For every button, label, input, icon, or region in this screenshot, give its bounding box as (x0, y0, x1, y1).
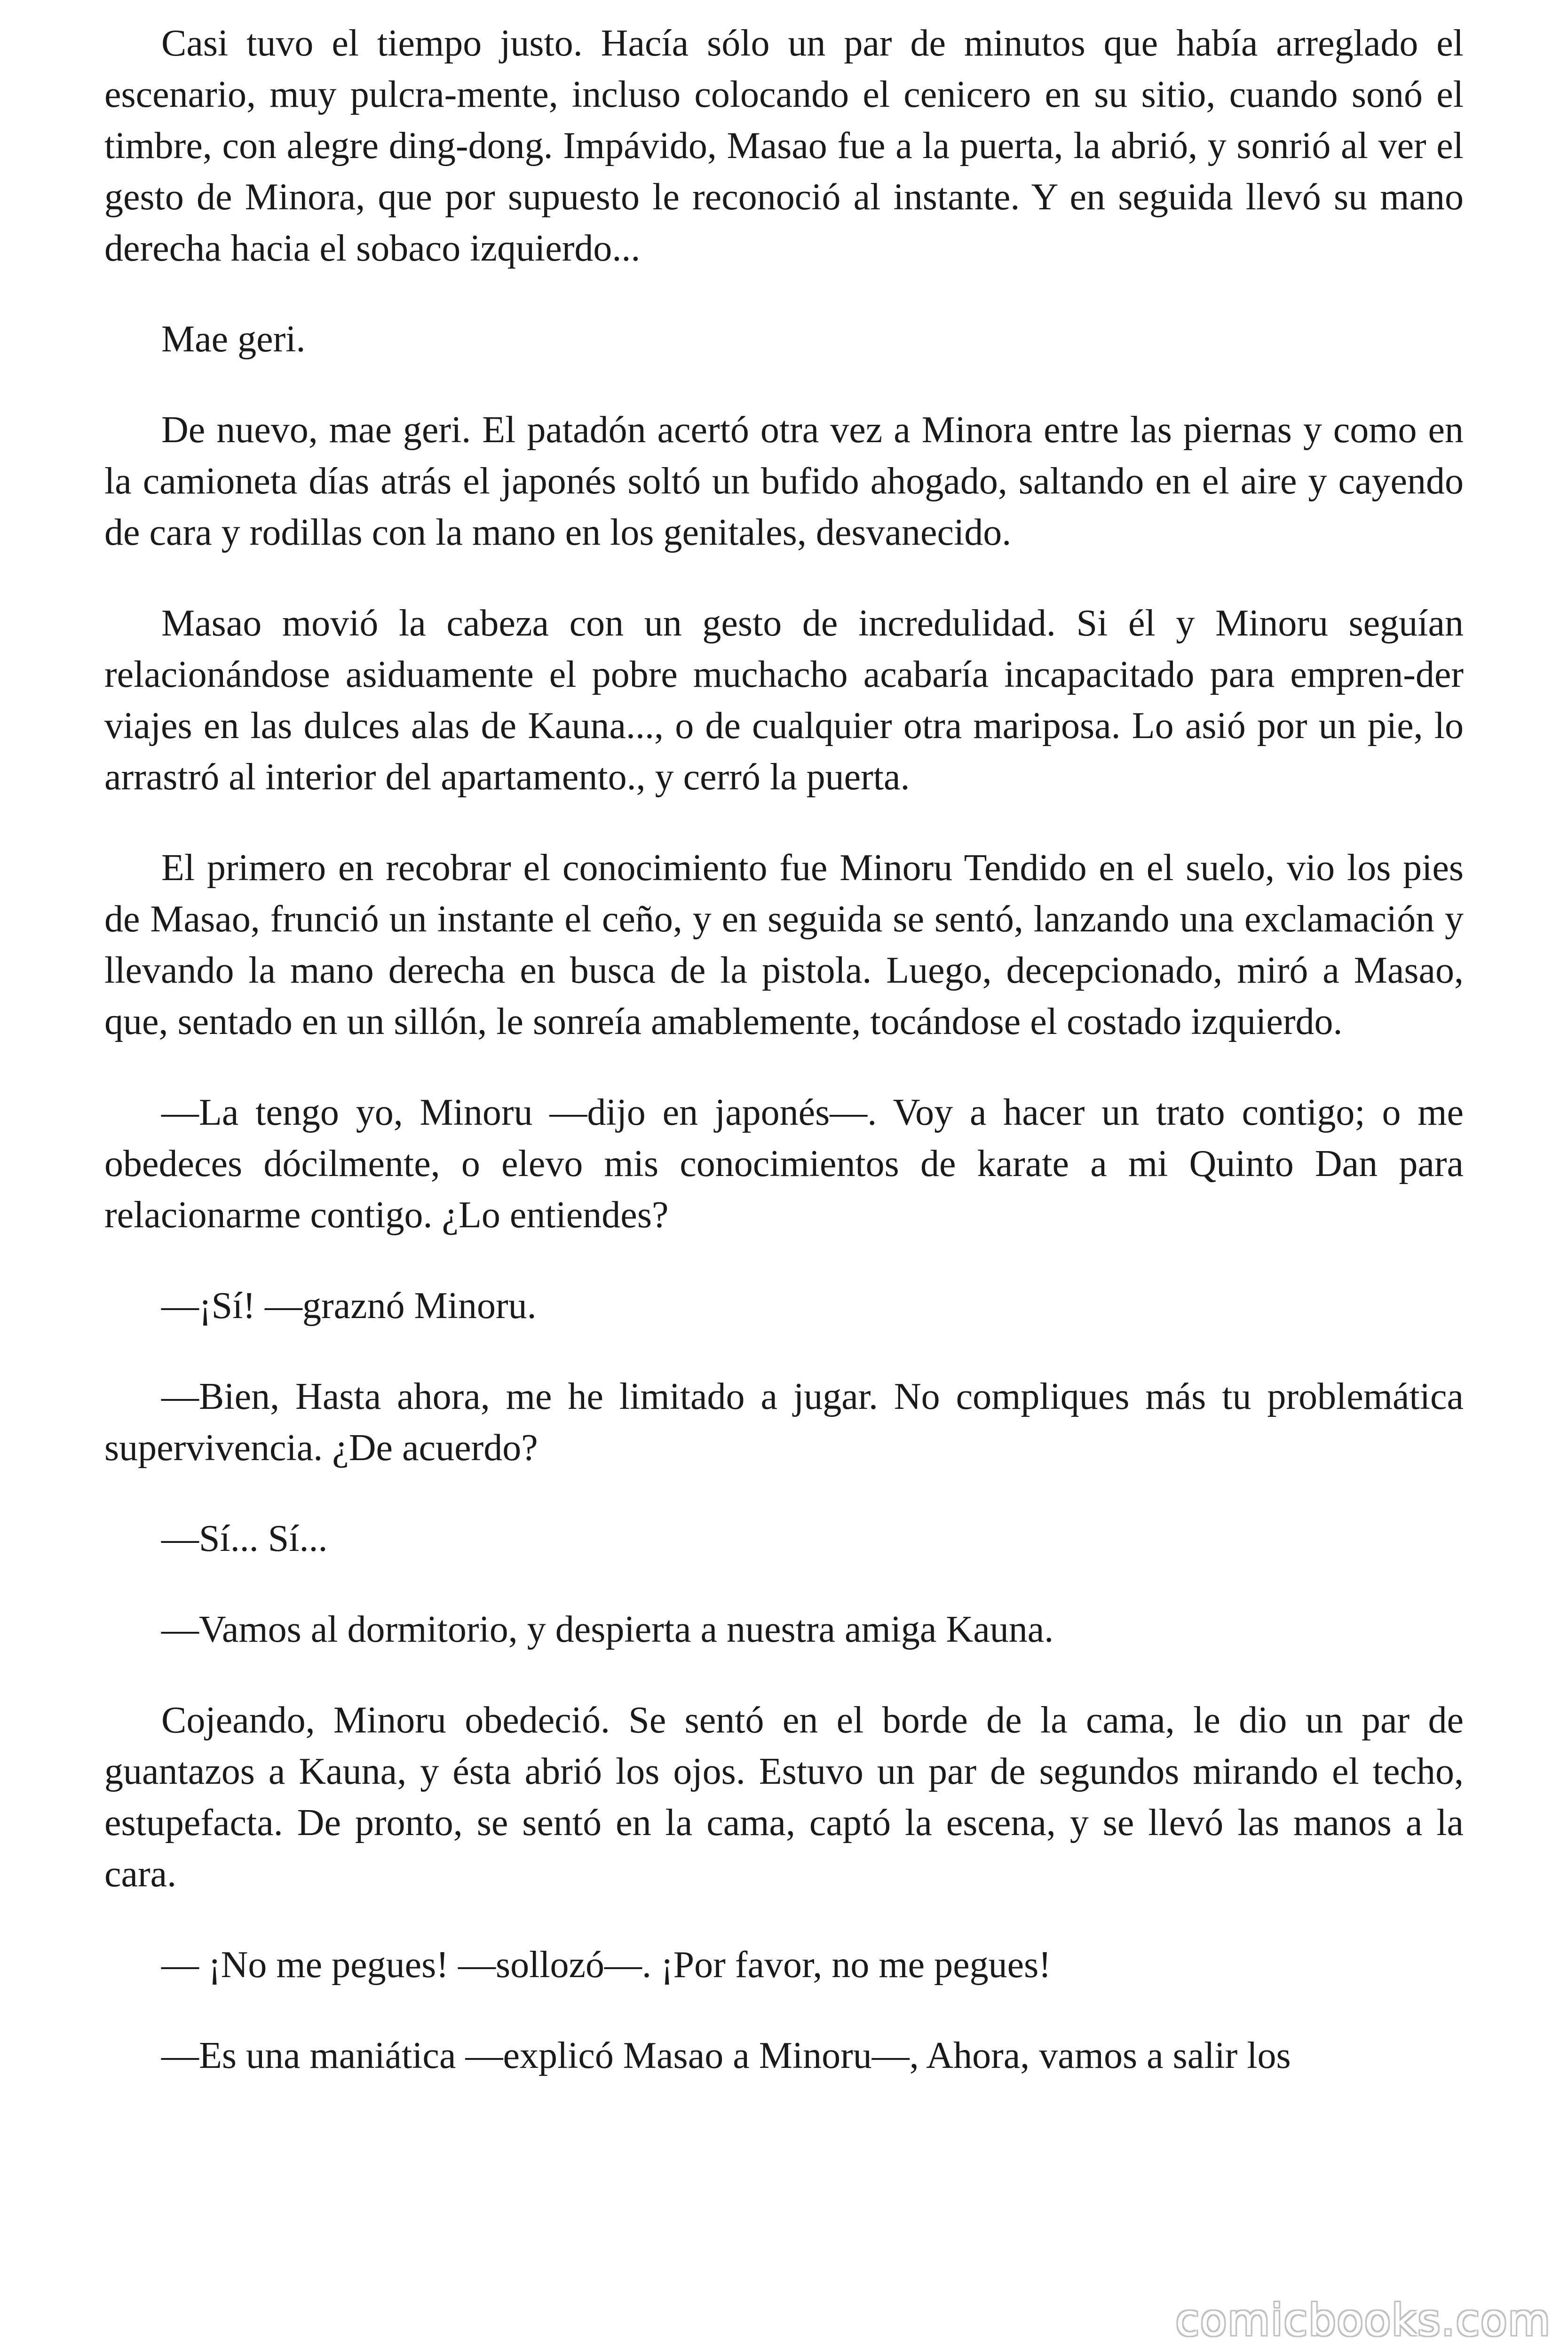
paragraph-6: —La tengo yo, Minoru —dijo en japonés—. Voy a hacer un trato contigo; o me obedeces dócilmente, o elevo mis conocimientos de karate a mi Quinto Dan para relacionarme contigo. ¿Lo entiendes? (104, 1092, 1464, 1236)
page-text (104, 18, 1464, 2121)
paragraph-10: —Vamos al dormitorio, y despierta a nuestra amiga Kauna. (161, 1609, 1054, 1650)
paragraph-1: Casi tuvo el tiempo justo. Hacía sólo un par de minutos que había arreglado el escenario, muy pulcra-mente, incluso colocando el cenicero en su sitio, cuando sonó el timbre, con alegre ding-dong. Impávido, Masao fue a la puerta, la abrió, y sonrió al ver el gesto de Minora, que por supuesto le reconoció al instante. Y en seguida llevó su mano derecha hacia el sobaco izquierdo... (104, 23, 1464, 269)
paragraph-7: —¡Sí! —graznó Minoru. (161, 1285, 537, 1327)
paragraph-4: Masao movió la cabeza con un gesto de incredulidad. Si él y Minoru seguían relacionándose asiduamente el pobre muchacho acabaría incapacitado para empren-der viajes en las dulces alas de Kauna..., o de cualquier otra mariposa. Lo asió por un pie, lo arrastró al interior del apartamento., y cerró la puerta. (104, 603, 1464, 798)
watermark-logo: comicbooks.com (1175, 2295, 1551, 2345)
paragraph-11: Cojeando, Minoru obedeció. Se sentó en el borde de la cama, le dio un par de guantazos a Kauna, y ésta abrió los ojos. Estuvo un par de segundos mirando el techo, estupefacta. De pronto, se sentó en la cama, captó la escena, y se llevó las manos a la cara. (104, 1700, 1464, 1895)
paragraph-9: —Sí... Sí... (161, 1518, 328, 1559)
paragraph-3: De nuevo, mae geri. El patadón acertó otra vez a Minora entre las piernas y como en la camioneta días atrás el japonés soltó un bufido ahogado, saltando en el aire y cayendo de cara y rodillas con la mano en los genitales, desvanecido. (104, 409, 1464, 553)
paragraph-2: Mae geri. (161, 318, 306, 360)
paragraph-13: —Es una maniática —explicó Masao a Minoru—, Ahora, vamos a salir los (161, 2035, 1291, 2076)
paragraph-5: El primero en recobrar el conocimiento fue Minoru Tendido en el suelo, vio los pies de Masao, frunció un instante el ceño, y en seguida se sentó, lanzando una exclamación y llevando la mano derecha en busca de la pistola. Luego, decepcionado, miró a Masao, que, sentado en un sillón, le sonreía amablemente, tocándose el costado izquierdo. (104, 847, 1464, 1042)
paragraph-8: —Bien, Hasta ahora, me he limitado a jugar. No compliques más tu problemática supervivencia. ¿De acuerdo? (104, 1376, 1464, 1469)
paragraph-12: — ¡No me pegues! —sollozó—. ¡Por favor, no me pegues! (161, 1944, 1051, 1986)
